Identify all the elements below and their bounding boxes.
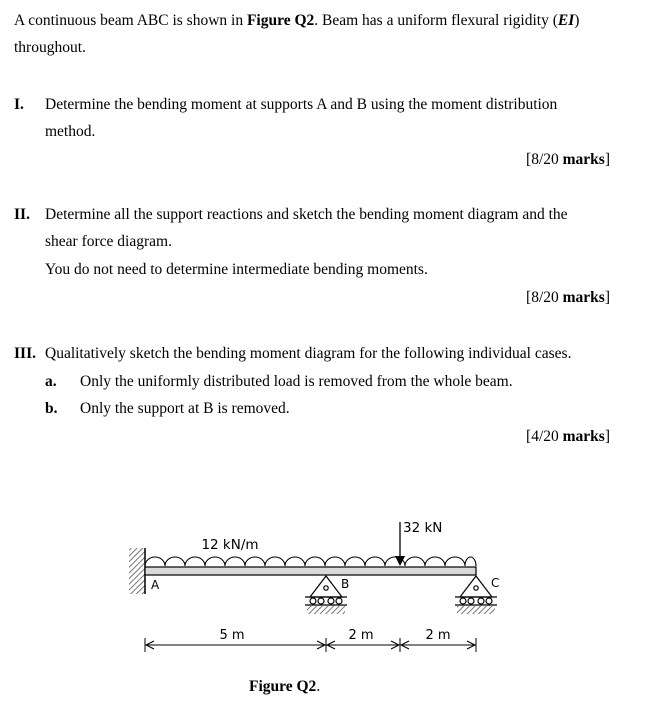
figure-reference: Figure Q2 [246,12,315,29]
question-2-line-1: Determine all the support reactions and sketch the bending moment diagram and the [45,206,568,223]
question-2-marks: [8/20 marks] [526,289,610,306]
question-3a-text: Only the uniformly distributed load is removed from the whole beam. [80,373,513,390]
dimension-load-c-label: 2 m [425,628,451,643]
ei-symbol: EI [557,12,575,29]
dimension-ab-label: 5 m [219,628,245,643]
point-load-label: 32 kN [403,520,443,536]
node-label-a: A [151,578,160,592]
figure-q2-beam-diagram [0,500,646,715]
question-1-number: I. [14,96,24,113]
udl-load-arcs [145,557,476,566]
udl-label: 12 kN/m [201,537,259,553]
dimension-b-load-label: 2 m [348,628,374,643]
fixed-support-a [129,548,145,594]
question-2-line-2: shear force diagram. [45,233,172,250]
node-label-c: C [491,576,500,590]
question-2-number: II. [14,206,30,223]
node-label-b: B [341,577,350,591]
question-1-marks: [8/20 marks] [526,151,610,168]
question-1-line-2: method. [45,123,96,140]
question-3b-text: Only the support at B is removed. [80,400,290,417]
intro-line-1: A continuous beam ABC is shown in Figure Q2. Beam has a uniform flexural rigidity (EI) [14,12,580,29]
question-1-line-1: Determine the bending moment at supports A and B using the moment distribution [45,96,558,113]
question-3-marks: [4/20 marks] [526,428,610,445]
beam-abc [145,567,476,575]
question-3b-label: b. [45,400,58,417]
question-2-line-3: You do not need to determine intermediate bending moments. [45,261,428,278]
question-3-line-1: Qualitatively sketch the bending moment diagram for the following individual cases. [45,345,572,362]
question-3a-label: a. [45,373,57,390]
question-3-number: III. [14,345,36,362]
figure-caption: Figure Q2. [249,678,321,695]
intro-line-2: throughout. [14,39,86,56]
